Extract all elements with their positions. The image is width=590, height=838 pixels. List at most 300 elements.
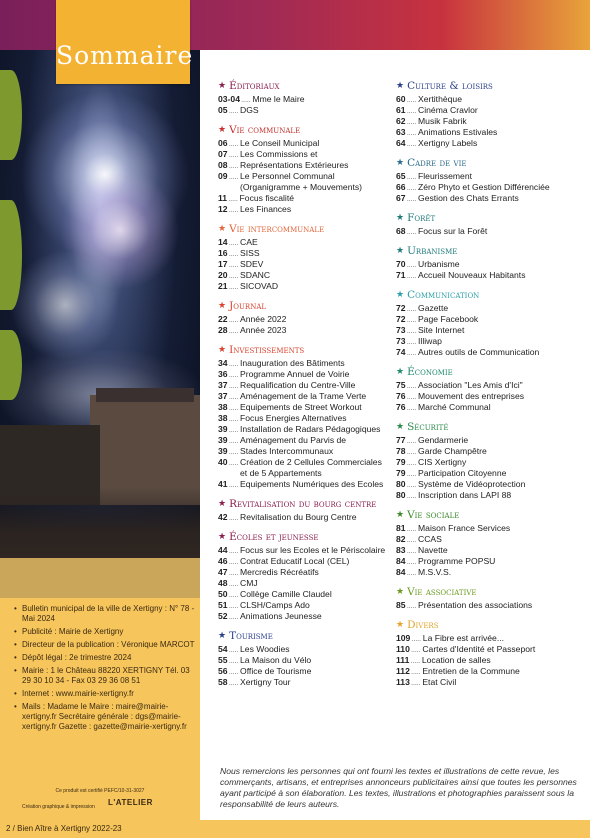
page-number: 84 [396,556,406,566]
section-heading [396,619,582,631]
section-title: Écoles et jeunesse [229,531,319,543]
section-title: Investissements [229,344,305,356]
page-number: 78 [396,446,406,456]
leader-dots: ..... [228,358,239,368]
entry-label: La Maison du Vélo [240,655,312,665]
section-title: Tourisme [229,630,273,642]
page-number: 84 [396,567,406,577]
section-title: Culture & loisirs [407,80,493,92]
page-number: 65 [396,171,406,181]
toc-section [396,586,582,611]
page-number: 72 [396,303,406,313]
toc-entry [218,314,386,325]
page-number: 64 [396,138,406,148]
info-item: • Publicité : Mairie de Xertigny [22,627,196,637]
toc-entry [218,270,386,281]
toc-entry [396,666,582,677]
info-list [0,598,200,732]
toc-section [396,421,582,501]
toc-entry [396,347,582,358]
leader-dots: ..... [406,171,417,181]
entry-label: Les Woodies [240,644,290,654]
leader-dots: ..... [228,600,239,610]
section-title: Vie intercommunale [229,223,325,235]
leader-dots: ..... [228,666,239,676]
toc-entry [218,138,386,149]
leader-dots: ..... [406,479,417,489]
printer-logo: L'ATELIER [108,798,153,807]
toc-entry [218,402,386,413]
leader-dots: ..... [410,666,421,676]
page-number: 39 [218,424,228,434]
leader-dots: ..... [228,402,239,412]
entry-label: Cartes d'Identité et Passeport [422,644,536,654]
toc-entry [396,270,582,281]
firework-burst [10,250,120,360]
page-number: 110 [396,644,410,654]
leader-dots: ..... [228,248,239,258]
leader-dots: ..... [228,270,239,280]
toc-entry [396,336,582,347]
page-number: 11 [218,193,228,203]
page-number: 54 [218,644,228,654]
toc-entry [218,457,386,479]
leader-dots: ..... [410,644,421,654]
toc-entry [396,391,582,402]
page-number: 51 [218,600,228,610]
leader-dots: ..... [228,380,239,390]
entry-label: CMJ [240,578,258,588]
info-item: • Internet : www.mairie-xertigny.fr [22,689,196,699]
page-number: 06 [218,138,228,148]
page-number: 44 [218,545,228,555]
section-heading [396,586,582,598]
section-heading [396,289,582,301]
toc-section [218,630,386,688]
entry-label: Page Facebook [418,314,479,324]
toc-right-column [396,80,582,696]
leader-dots: ..... [228,424,239,434]
entry-label: SISS [240,248,260,258]
entry-label: Focus fiscalité [239,193,294,203]
leader-dots: ..... [228,281,239,291]
entry-label: Office de Tourisme [240,666,312,676]
entry-label: Animations Estivales [418,127,498,137]
entry-label: Fleurissement [418,171,472,181]
toc-entry [218,655,386,666]
page-number: 70 [396,259,406,269]
toc-entry [396,226,582,237]
leader-dots: ..... [228,204,239,214]
toc-entry [218,413,386,424]
leader-dots: ..... [228,314,239,324]
page-number: 72 [396,314,406,324]
leader-dots: ..... [228,567,239,577]
entry-label: Le Personnel Communal (Organigramme + Mouvements) [240,171,363,192]
leader-dots: ..... [406,468,417,478]
star-icon: ★ [396,246,405,256]
toc-entry [218,94,386,105]
leader-dots: ..... [406,600,417,610]
page-number: 80 [396,479,406,489]
leader-dots: ..... [228,171,239,181]
entry-label: Illiwap [418,336,442,346]
section-title: Divers [407,619,439,631]
entry-label: Les Commissions et [240,149,318,159]
leader-dots: ..... [406,446,417,456]
page-number: 03-04 [218,94,240,104]
toc-section [396,80,582,149]
leader-dots: ..... [228,545,239,555]
leader-dots: ..... [228,446,239,456]
section-title: Vie communale [229,124,301,136]
toc-entry [218,193,386,204]
entry-label: Xertithèque [418,94,462,104]
entry-label: CIS Xertigny [418,457,467,467]
section-title: Vie sociale [407,509,460,521]
page-number: 74 [396,347,406,357]
toc-entry [396,380,582,391]
page-number: 55 [218,655,228,665]
section-heading [218,344,386,356]
print-credit: Création graphique & impression [22,804,95,810]
toc-entry [218,677,386,688]
toc-section [396,212,582,237]
leader-dots: ..... [410,655,420,665]
publication-info [0,598,200,820]
toc-entry [396,490,582,501]
entry-label: CCAS [418,534,442,544]
section-heading [218,223,386,235]
entry-label: Garde Champêtre [418,446,487,456]
toc-entry [218,105,386,116]
star-icon: ★ [396,587,405,597]
leader-dots: ..... [228,149,239,159]
toc-entry [396,314,582,325]
toc-entry [218,281,386,292]
star-icon: ★ [396,510,405,520]
page-number: 52 [218,611,228,621]
section-title: Économie [407,366,453,378]
section-heading [396,509,582,521]
entry-label: Xertigny Labels [418,138,478,148]
fireworks-photo [0,50,200,598]
page-number: 05 [218,105,228,115]
entry-label: Equipements Numériques des Ecoles [240,479,384,489]
star-icon: ★ [218,224,227,234]
leader-dots: ..... [228,556,239,566]
leader-dots: ..... [228,160,239,170]
toc-entry [396,138,582,149]
leader-dots: ..... [406,193,417,203]
toc-entry [396,468,582,479]
toc-entry [218,435,386,446]
entry-label: Xertigny Tour [240,677,291,687]
page-number: 22 [218,314,228,324]
toc-entry [396,94,582,105]
star-icon: ★ [218,301,227,311]
entry-label: Zéro Phyto et Gestion Différenciée [418,182,550,192]
leader-dots: ..... [228,435,239,445]
page-number: 73 [396,336,406,346]
toc-entry [396,116,582,127]
entry-label: CLSH/Camps Ado [240,600,310,610]
toc-entry [218,369,386,380]
star-icon: ★ [396,81,405,91]
toc-section [396,289,582,358]
toc-left-column [218,80,386,696]
entry-label: Aménagement de la Trame Verte [240,391,367,401]
page-number: 66 [396,182,406,192]
entry-label: Mouvement des entreprises [418,391,525,401]
entry-label: Programme POPSU [418,556,496,566]
toc-entry [396,182,582,193]
toc-entry [218,512,386,523]
leader-dots: ..... [406,94,417,104]
entry-label: Mercredis Récréatifs [240,567,319,577]
toc-entry [396,567,582,578]
entry-label: Les Finances [240,204,292,214]
section-heading [218,630,386,642]
page-number: 47 [218,567,228,577]
leader-dots: ..... [240,94,251,104]
entry-label: Maison France Services [418,523,511,533]
entry-label: Focus sur les Ecoles et le Périscolaire [240,545,386,555]
page-number: 38 [218,402,228,412]
info-item: • Mails : Madame le Maire : maire@mairie-xertigny.fr Secrétaire générale : dgs@mairie-xertigny.fr Gazette : gazette@mairie-xertigny.fr [22,702,196,732]
toc-entry [218,358,386,369]
entry-label: Inscription dans LAPI 88 [418,490,512,500]
leader-dots: ..... [228,655,239,665]
leader-dots: ..... [406,116,417,126]
page-number: 08 [218,160,228,170]
section-heading [396,157,582,169]
leader-dots: ..... [406,325,417,335]
leader-dots: ..... [406,402,417,412]
entry-label: Inauguration des Bâtiments [240,358,345,368]
toc-entry [218,644,386,655]
page-number: 111 [396,655,410,665]
star-icon: ★ [396,620,405,630]
toc-entry [396,600,582,611]
toc-entry [396,303,582,314]
entry-label: Mme le Maire [252,94,305,104]
toc-entry [218,589,386,600]
page-number: 61 [396,105,406,115]
page-number: 50 [218,589,228,599]
star-icon: ★ [396,422,405,432]
toc-entry [396,171,582,182]
entry-label: Association "Les Amis d'Ici" [418,380,523,390]
star-icon: ★ [218,631,227,641]
page-number: 82 [396,534,406,544]
page-number: 12 [218,204,228,214]
page-number: 109 [396,633,411,643]
toc-entry [396,677,582,688]
toc-entry [396,655,582,666]
pefc-certification: Ce produit est certifié PEFC/10-31-3027 [55,788,145,794]
chateau-roof [96,388,194,402]
entry-label: Année 2023 [240,325,287,335]
star-icon: ★ [218,81,227,91]
leader-dots: ..... [228,138,239,148]
page-number: 37 [218,391,228,401]
page-number: 38 [218,413,228,423]
toc-entry [396,402,582,413]
toc-entry [396,457,582,468]
section-heading [396,80,582,92]
entry-label: La Fibre est arrivée... [422,633,504,643]
toc-entry [396,259,582,270]
page-title: Sommaire [56,41,194,70]
entry-label: Création de 2 Cellules Commerciales et de 5 Appartements [240,457,382,478]
leader-dots: ..... [228,457,239,467]
toc-entry [218,567,386,578]
leader-dots: ..... [228,611,239,621]
toc-entry [396,479,582,490]
star-icon: ★ [396,158,405,168]
star-icon: ★ [396,290,405,300]
leader-dots: ..... [406,457,417,467]
toc-entry [218,248,386,259]
toc-entry [218,556,386,567]
toc-entry [218,325,386,336]
section-title: Vie associative [407,586,477,598]
page-number: 85 [396,600,406,610]
leader-dots: ..... [406,380,417,390]
toc-section [218,300,386,336]
entry-label: Musik Fabrik [418,116,467,126]
page-number: 36 [218,369,228,379]
info-item: • Mairie : 1 le Château 88220 XERTIGNY Tél. 03 29 30 10 34 - Fax 03 29 36 08 51 [22,666,196,686]
toc-section [396,157,582,204]
page-number: 62 [396,116,406,126]
info-item: • Dépôt légal : 2e trimestre 2024 [22,653,196,663]
page-number: 71 [396,270,406,280]
star-icon: ★ [396,213,405,223]
leader-dots: ..... [228,105,239,115]
section-title: Revitalisation du bourg centre [229,498,377,510]
tree-foliage [0,200,22,310]
leader-dots: ..... [406,314,417,324]
page-number: 77 [396,435,406,445]
entry-label: Accueil Nouveaux Habitants [418,270,526,280]
section-heading [396,421,582,433]
leader-dots: ..... [406,490,417,500]
page-number: 83 [396,545,406,555]
leader-dots: ..... [406,336,417,346]
entry-label: Stades Intercommunaux [240,446,334,456]
section-heading [396,366,582,378]
toc-section [218,124,386,215]
entry-label: Gazette [418,303,449,313]
page-number: 28 [218,325,228,335]
entry-label: SICOVAD [240,281,279,291]
toc-entry [396,633,582,644]
toc-section [396,509,582,578]
star-icon: ★ [218,345,227,355]
section-heading [218,124,386,136]
entry-label: Location de salles [421,655,491,665]
leader-dots: ..... [228,512,239,522]
page-number: 113 [396,677,410,687]
entry-label: SDANC [240,270,271,280]
entry-label: Equipements de Street Workout [240,402,362,412]
toc-entry [218,171,386,193]
leader-dots: ..... [406,534,417,544]
lit-ground [0,558,200,598]
page-number: 34 [218,358,228,368]
page-number: 73 [396,325,406,335]
entry-label: Animations Jeunesse [240,611,322,621]
leader-dots: ..... [406,303,417,313]
toc-entry [396,435,582,446]
toc-entry [218,237,386,248]
tree-foliage [0,330,22,400]
leader-dots: ..... [228,413,239,423]
entry-label: Etat Civil [422,677,457,687]
leader-dots: ..... [228,325,239,335]
toc-section [218,223,386,292]
section-title: Éditoriaux [229,80,280,92]
toc-entry [396,534,582,545]
page-number: 39 [218,435,228,445]
page-number: 76 [396,391,406,401]
star-icon: ★ [218,125,227,135]
leader-dots: ..... [406,556,417,566]
toc-entry [396,545,582,556]
toc-entry [396,556,582,567]
toc-section [396,619,582,688]
page-number: 09 [218,171,228,181]
toc-entry [396,193,582,204]
leader-dots: ..... [406,347,417,357]
toc-entry [396,644,582,655]
toc-entry [218,424,386,435]
page-number: 41 [218,479,228,489]
entry-label: Focus sur la Forêt [418,226,488,236]
entry-label: Gendarmerie [418,435,469,445]
info-item: • Bulletin municipal de la ville de Xertigny : N° 78 - Mai 2024 [22,604,196,624]
toc-entry [218,611,386,622]
entry-label: Le Conseil Municipal [240,138,320,148]
entry-label: Aménagement du Parvis de [240,435,347,445]
entry-label: Présentation des associations [418,600,533,610]
page-number: 46 [218,556,228,566]
leader-dots: ..... [228,589,239,599]
section-heading [218,80,386,92]
toc-section [396,245,582,281]
entry-label: Marché Communal [418,402,491,412]
leader-dots: ..... [228,237,239,247]
toc-section [218,498,386,523]
entry-label: Année 2022 [240,314,287,324]
page-number: 20 [218,270,228,280]
info-item: • Directeur de la publication : Véronique MARCOT [22,640,196,650]
toc-section [218,80,386,116]
page-number: 81 [396,523,406,533]
page-number: 60 [396,94,406,104]
leader-dots: ..... [228,259,239,269]
toc-entry [218,259,386,270]
section-title: Journal [229,300,267,312]
leader-dots: ..... [228,369,239,379]
entry-label: Autres outils de Communication [418,347,540,357]
toc-entry [396,127,582,138]
entry-label: Site Internet [418,325,465,335]
toc-entry [396,105,582,116]
entry-label: Navette [418,545,448,555]
